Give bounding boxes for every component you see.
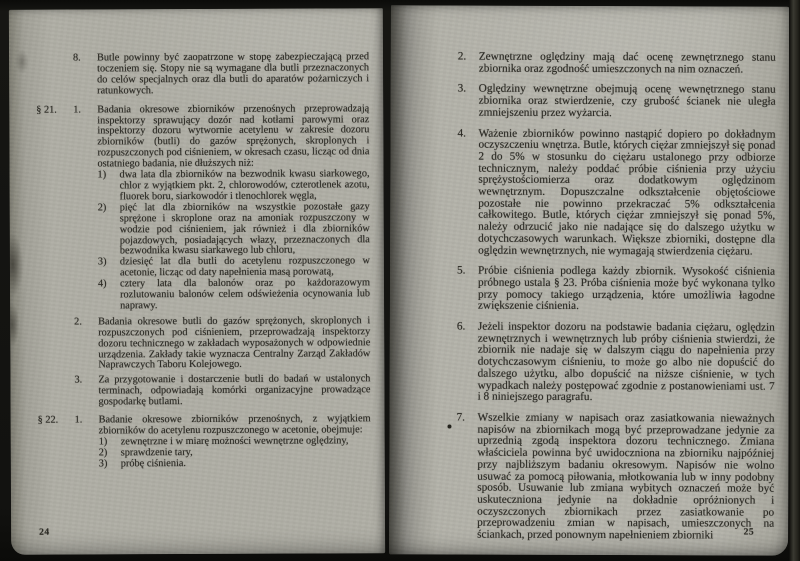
section-label: § 21. (36, 104, 57, 116)
paragraph-text: Jeżeli inspektor dozoru na podstawie badania ciężaru, oględzin zewnętrznych i wewnętrznych lub próby ciśnienia stwierdzi, że zbiornik nie nadaje się w dalszym ciągu do napełnienia przy dotychczasowym ciśnieniu, to może go albo nie dopuścić do dalszego użytku, albo dopuścić na niższe ciśnienie, w tych wypadkach należy postępować zgodnie z postanowieniami ust. 7 i 8 niniejszego paragrafu. (477, 320, 775, 404)
paragraph (390, 321, 775, 404)
list-item-text: dwa lata dla zbiorników na bezwodnik kwasu siarkowego, chlor z wyjątkiem pkt. 2, chlorowodów, czterotlenek azotu, fluorek boru, siarkowodór i tlenochlorek węgla, (119, 168, 370, 203)
paragraph-number: 8. (72, 52, 81, 64)
paragraph-text: Zewnętrzne oględziny mają dać ocenę zewnętrznego stanu zbiornika oraz zgodność umieszczonych na nim oznaczeń. (478, 50, 776, 76)
paragraph (389, 412, 774, 542)
paragraph-text: Badanie okresowe zbiorników przenośnych, z wyjątkiem zbiorników do acetylenu rozpuszczonego w acetonie, obejmuje: (98, 413, 371, 437)
list-item-number: 4) (97, 278, 107, 290)
paragraph-number: 3. (74, 374, 83, 386)
paragraph-text: Próbie ciśnienia podlega każdy zbiornik. Wysokość ciśnienia próbnego ustala § 23. Próba ciśnienia może być wykonana tylko przy pomocy takiego urządzenia, które umożliwia łagodne zwiększenie ciśnienia. (477, 264, 776, 313)
paragraph (391, 84, 776, 120)
section-label (29, 459, 99, 470)
paragraph (390, 128, 775, 258)
paragraph-number: 2. (457, 50, 467, 63)
section-label (29, 437, 99, 448)
paragraph-text: Za przygotowanie i dostarczenie butli do badań w ustalonych terminach, odpowiadają komórki organizacyjne prowadzące gospodarkę butlami. (98, 373, 371, 408)
paragraph-text: Badania okresowe zbiorników przenośnych przeprowadzają inspektorzy sprawujący dozór nad kotłami parowymi oraz inspektorzy dozoru wytwornie acetylenu w zakresie dozoru zbiorników (butli) do gazów sprężonych, skroplonych i rozpuszczonych pod ciśnieniem, w okresach czasu, licząc od dnia ostatniego badania, nie dłuższych niż: (97, 102, 370, 170)
list-item (28, 278, 370, 312)
left-page (9, 8, 385, 555)
section-label (28, 280, 98, 313)
list-item-text: cztery lata dla balonów oraz po każdorazowym rozlutowaniu balonów celem odświeżenia ocynowania lub naprawy. (119, 277, 371, 312)
list-item-text: sprawdzenie tary, (120, 446, 193, 459)
list-item (28, 257, 370, 280)
section-label (27, 54, 73, 98)
paragraph-text: Oględziny wewnętrzne obejmują ocenę wewnętrznego stanu zbiornika oraz stwierdzenie, czy grubość ścianek nie uległa zmniejszeniu przez wyżarcia. (478, 83, 776, 119)
paragraph (28, 375, 370, 409)
list-item (29, 458, 371, 470)
paragraph-number: 7. (456, 411, 466, 424)
list-item-number: 3) (97, 256, 107, 268)
list-item (28, 169, 370, 203)
paragraph (27, 52, 369, 97)
section-label (28, 170, 98, 203)
section-label (28, 376, 74, 409)
paragraph-text: Butle powinny być zaopatrzone w stopę zabezpieczającą przed toczeniem się. Stopy nie są wymagane dla butli przeznaczonych do celów specjalnych oraz dla butli do aparatów pożarniczych i ratunkowych. (96, 51, 370, 97)
paragraph (390, 266, 775, 314)
paragraph (391, 51, 776, 76)
list-item-text: zewnętrzne i w miarę możności wewnętrzne oględziny, (120, 435, 349, 448)
list-item-text: pięć lat dla zbiorników na wszystkie pozostałe gazy sprężone i skroplone oraz na amoniak rozpuszczony w wodzie pod ciśnieniem, jak również i dla zbiorników pojazdowych, posiadających włazy, przeznaczonych dla bezwodnika kwasu siarkawego lub chloru, (119, 201, 370, 257)
paragraph-number: 3. (457, 82, 467, 95)
paragraph (29, 414, 371, 437)
right-page (389, 5, 790, 555)
list-item (28, 202, 370, 258)
section-label (29, 448, 99, 459)
section-label: § 22. (37, 414, 59, 426)
ink-speck (447, 425, 451, 429)
section-label (390, 128, 457, 257)
section-label (28, 317, 74, 372)
paragraph-number: 1. (73, 104, 82, 116)
list-item-number: 3) (98, 458, 108, 470)
list-item-number: 2) (97, 202, 107, 214)
page-number: 24 (39, 527, 50, 538)
list-item-number: 1) (98, 436, 108, 448)
section-label (391, 51, 458, 75)
paragraph-text: Wszelkie zmiany w napisach oraz zasiatkowania nieważnych napisów na zbiornikach mogą być przeprowadzane jedynie za uprzednią zgodą inspektora dozoru technicznego. Zmiana właściciela powinna być uwidoczniona na zbiorniku najpóźniej przy najbliższym badaniu okresowym. Napisów nie wolno usuwać za pomocą piłowania, młotkowania lub w inny podobny sposób. Usuwanie lub zmiana wybitych oznaczeń może być uskuteczniona jedynie na dokładnie opróżnionych i oczyszczonych zbiornikach przez zasiatkowanie po przeprowadzeniu zmian w napisach, umieszczonych na ściankach, przed ponownym napełnieniem zbiorniki (477, 411, 775, 542)
paragraph-number: 6. (456, 320, 466, 333)
section-label (28, 258, 98, 280)
paragraph-number: 4. (457, 127, 467, 140)
paragraph (28, 316, 370, 372)
section-label (390, 266, 457, 313)
section-label (389, 412, 456, 541)
paragraph (27, 104, 369, 171)
book-edge (789, 0, 800, 561)
page-number: 25 (743, 527, 755, 538)
paragraph-text: Badania okresowe butli do gazów sprężonych, skroplonych i rozpuszczonych pod ciśnieniem, przeprowadzają inspektorzy dozoru technicznego w zakładach wyposażonych w odpowiednie urządzenia. Zakłady takie wyznacza Centralny Zarząd Zakładów Naprawczych Taboru Kolejowego. (98, 315, 371, 371)
list-item-number: 2) (98, 447, 108, 459)
list-item-text: próbę ciśnienia. (120, 457, 187, 470)
section-label (28, 203, 98, 258)
paragraph-number: 5. (457, 264, 466, 277)
paragraph-number: 1. (74, 414, 83, 426)
paragraph-text: Ważenie zbiorników powinno nastąpić dopiero po dokładnym oczyszczeniu wnętrza. Butle, których ciężar zmniejszył się ponad 2 do 5% w stosunku do ciężaru ustalonego przy odbiorze technicznym, należy poddać próbie ciśnienia przy użyciu sprężystościomierza oraz dodatkowym oględzinom wewnętrznym. Dopuszczalne odkształcenie objętościowe pozostałe nie powinno przekraczać 5% odkształcenia całkowitego. Butle, których ciężar zmniejszył się ponad 5%, należy odrzucić jako nie nadające się do dalszego użytku w dotychczasowych warunkach. Większe zbiorniki, dostępne dla oględzin wewnętrznych, nie wymagają stwierdzenia ciężaru. (478, 127, 776, 258)
list-item-number: 1) (97, 169, 107, 181)
section-label (390, 321, 457, 403)
paragraph-number: 2. (74, 316, 82, 328)
list-item-text: dziesięć lat dla butli do acetylenu rozpuszczonego w acetonie, licząc od daty napełnienia masą porowatą, (119, 255, 370, 279)
section-label (391, 84, 458, 119)
